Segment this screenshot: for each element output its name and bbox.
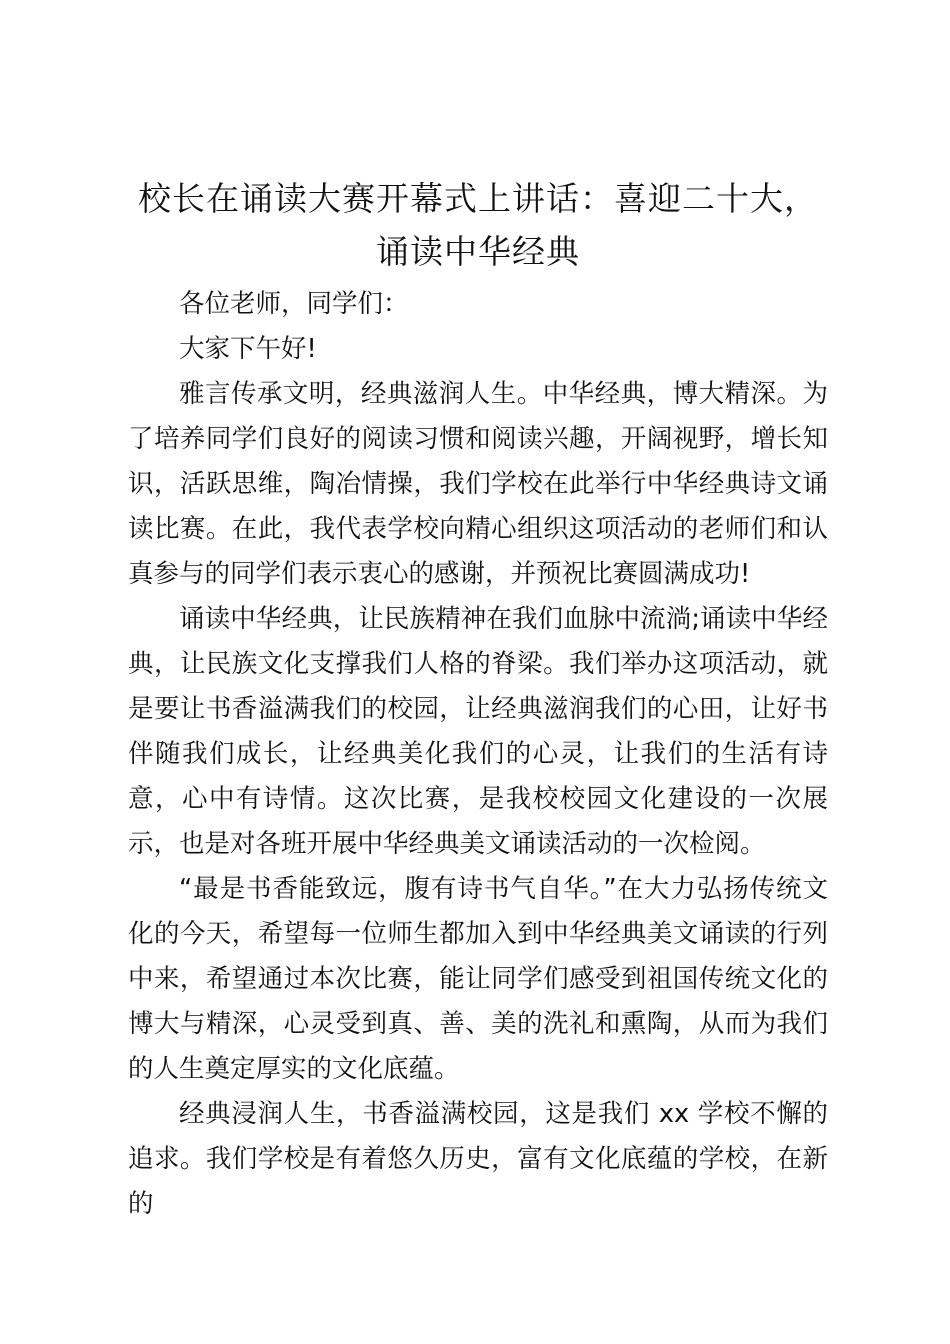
salutation: 各位老师，同学们： [179,289,409,319]
title-line-2: 诵读中华经典 [376,232,580,271]
title-line-1: 校长在诵读大赛开幕式上讲话：喜迎二十大， [138,179,818,218]
document-title [128,172,828,278]
paragraph: “最是书香能致远，腹有诗书气自华。”在大力弘扬传统文化的今天，希望每一位师生都加入到中华经典美文诵读的行列中来，希望通过本次比赛，能让同学们感受到祖国传统文化的博大与精深，心灵受到真、善、美的洗礼和熏陶，从而为我们的人生奠定厚实的文化底蕴。 [128,874,828,1084]
document-body [128,282,828,1227]
paragraph: 雅言传承文明，经典滋润人生。中华经典，博大精深。为了培养同学们良好的阅读习惯和阅读兴趣，开阔视野，增长知识，活跃思维，陶冶情操，我们学校在此举行中华经典诗文诵读比赛。在此，我代表学校向精心组织这项活动的老师们和认真参与的同学们表示衷心的感谢，并预祝比赛圆满成功! [128,379,828,589]
document-page [128,172,828,1227]
paragraph: 诵读中华经典，让民族精神在我们血脉中流淌;诵读中华经典，让民族文化支撑我们人格的脊梁。我们举办这项活动，就是要让书香溢满我们的校园，让经典滋润我们的心田，让好书伴随我们成长，让经典美化我们的心灵，让我们的生活有诗意，心中有诗情。这次比赛，是我校校园文化建设的一次展示，也是对各班开展中华经典美文诵读活动的一次检阅。 [128,604,828,859]
greeting: 大家下午好! [179,334,317,364]
paragraph: 经典浸润人生，书香溢满校园，这是我们 xx 学校不懈的追求。我们学校是有着悠久历史，富有文化底蕴的学校，在新的 [128,1099,828,1219]
